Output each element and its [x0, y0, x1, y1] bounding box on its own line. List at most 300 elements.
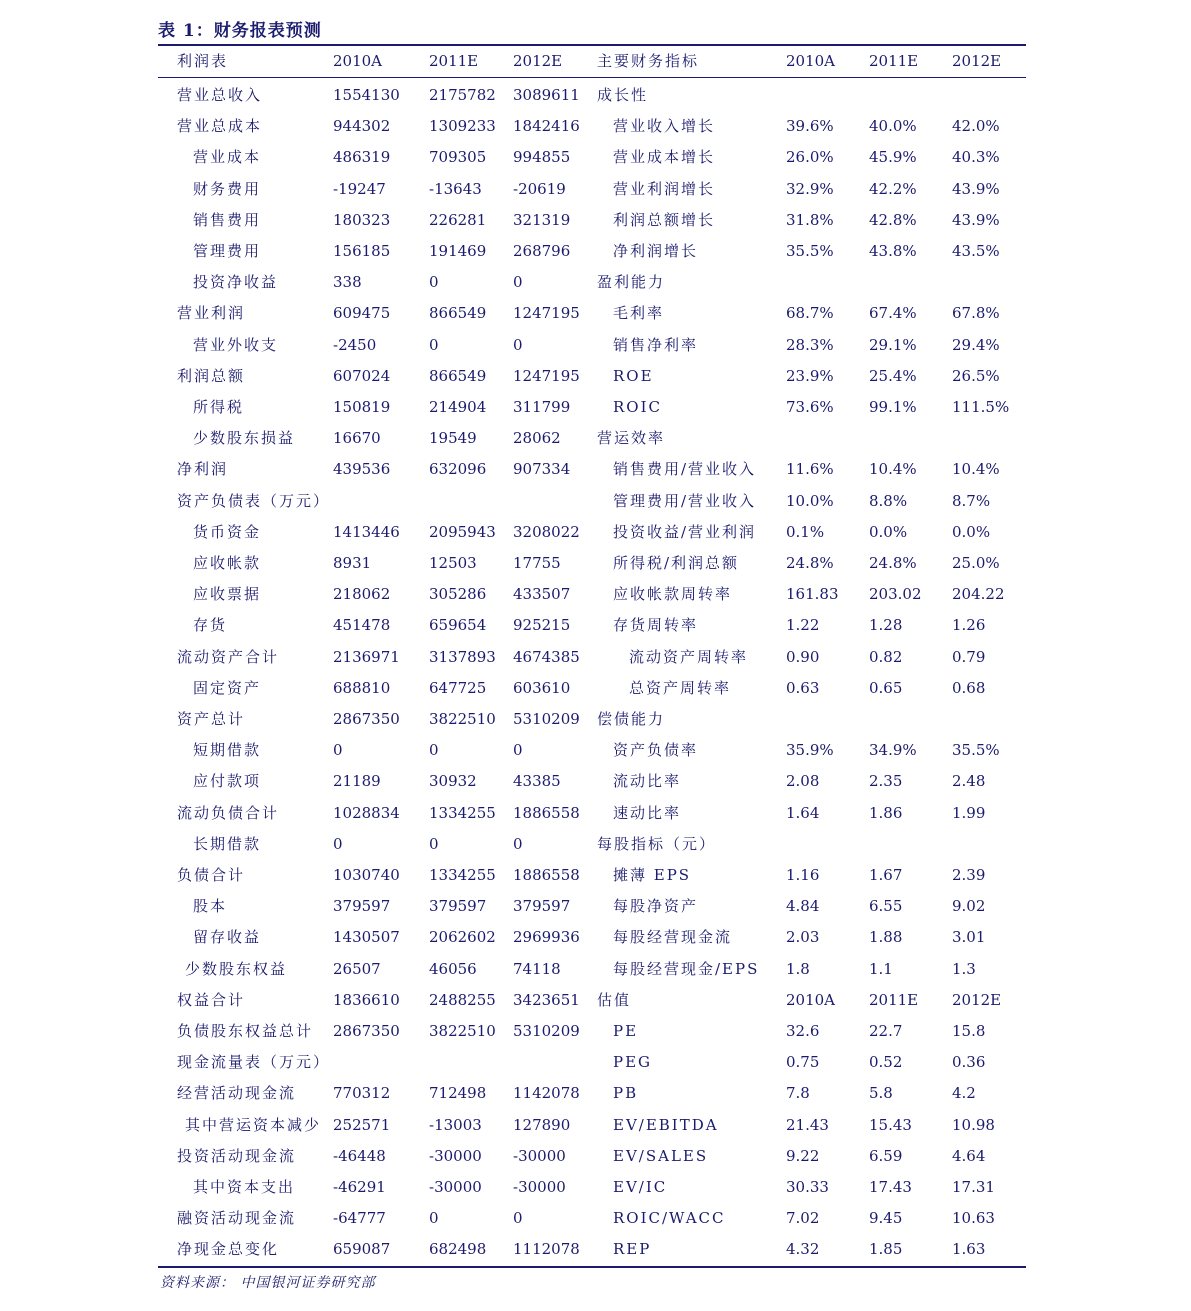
- left-row-value: -20619: [513, 179, 566, 198]
- table-row: [0, 766, 1191, 797]
- left-row-value: 1028834: [333, 803, 400, 822]
- left-row-value: 1413446: [333, 522, 400, 541]
- left-row-value: 12503: [429, 554, 477, 572]
- left-row-value: 609475: [333, 304, 391, 323]
- left-row-value: 3423651: [513, 990, 580, 1009]
- right-row-value: 17.43: [869, 1178, 912, 1196]
- right-row-value: 32.6: [786, 1022, 820, 1040]
- left-row-value: 2488255: [429, 990, 496, 1009]
- right-row-value: 10.4%: [869, 460, 917, 479]
- right-row-value: 4.2: [952, 1084, 976, 1103]
- left-row-value: 486319: [333, 148, 391, 167]
- right-row-value: 39.6%: [786, 117, 834, 136]
- header-right-2011e: 2011E: [869, 52, 919, 70]
- right-row-label: 每股经营现金流: [613, 928, 733, 947]
- right-row-value: 1.67: [869, 866, 903, 884]
- right-row-label: 管理费用/营业收入: [613, 491, 757, 510]
- right-row-label: 成长性: [597, 86, 649, 104]
- left-row-value: 2136971: [333, 647, 400, 666]
- left-row-label: 管理费用: [193, 242, 262, 260]
- right-row-value: 10.63: [952, 1209, 995, 1228]
- right-row-value: 15.8: [952, 1022, 986, 1040]
- left-row-value: 1886558: [513, 866, 580, 884]
- left-row-value: 659087: [333, 1240, 391, 1259]
- left-row-value: 379597: [513, 897, 571, 916]
- right-row-value: 9.22: [786, 1146, 820, 1165]
- left-row-value: 3089611: [513, 86, 580, 104]
- left-row-value: 439536: [333, 460, 391, 479]
- right-row-value: 42.0%: [952, 117, 1000, 136]
- left-row-value: 127890: [513, 1115, 571, 1134]
- right-row-label: EV/SALES: [613, 1146, 709, 1165]
- right-row-value: 2012E: [952, 990, 1002, 1009]
- table-row: [0, 486, 1191, 517]
- table-row: [0, 860, 1191, 891]
- left-row-value: 4674385: [513, 647, 580, 666]
- left-row-value: 150819: [333, 398, 391, 416]
- left-row-value: 2062602: [429, 928, 496, 947]
- right-row-label: PB: [613, 1084, 639, 1103]
- table-row: [0, 392, 1191, 423]
- right-row-value: 10.4%: [952, 460, 1000, 479]
- right-row-value: 0.75: [786, 1053, 820, 1072]
- right-row-label: 所得税/利润总额: [613, 554, 740, 572]
- right-row-label: 每股指标（元）: [597, 834, 717, 853]
- left-row-value: 451478: [333, 616, 391, 635]
- right-row-value: 42.8%: [869, 210, 917, 229]
- right-row-value: 43.9%: [952, 179, 1000, 198]
- left-row-value: 268796: [513, 242, 571, 260]
- right-row-value: 9.02: [952, 897, 986, 916]
- left-row-label: 资产负债表（万元）: [177, 491, 331, 510]
- table-row: [0, 142, 1191, 173]
- left-row-value: 338: [333, 273, 362, 292]
- header-left-2012e: 2012E: [513, 52, 563, 70]
- left-row-label: 少数股东损益: [193, 429, 296, 448]
- right-row-value: 17.31: [952, 1178, 995, 1196]
- table-row: [0, 1141, 1191, 1172]
- right-row-value: 1.3: [952, 959, 976, 978]
- left-row-value: 0: [513, 1209, 523, 1228]
- left-row-value: -13003: [429, 1115, 482, 1134]
- right-row-value: 6.55: [869, 897, 903, 916]
- header-left-label: 利润表: [177, 52, 229, 70]
- right-row-label: 销售费用/营业收入: [613, 460, 757, 479]
- right-row-label: 总资产周转率: [629, 678, 732, 697]
- right-row-value: 15.43: [869, 1115, 912, 1134]
- right-row-value: 0.0%: [869, 522, 908, 541]
- left-row-value: 770312: [333, 1084, 391, 1103]
- left-row-value: 26507: [333, 959, 381, 978]
- left-row-value: 0: [429, 335, 439, 354]
- right-row-label: 净利润增长: [613, 242, 699, 260]
- left-row-value: -30000: [513, 1178, 566, 1196]
- header-left-2010a: 2010A: [333, 52, 383, 70]
- left-row-value: 709305: [429, 148, 487, 167]
- table-row: [0, 1016, 1191, 1047]
- left-row-label: 应收帐款: [193, 554, 262, 572]
- left-row-value: 944302: [333, 117, 391, 136]
- table-row: [0, 610, 1191, 641]
- table-row: [0, 205, 1191, 236]
- left-row-label: 所得税: [193, 398, 245, 416]
- right-row-label: 摊薄 EPS: [613, 866, 692, 884]
- left-row-label: 货币资金: [193, 522, 262, 541]
- left-row-label: 应收票据: [193, 585, 262, 604]
- right-row-label: EV/EBITDA: [613, 1115, 719, 1134]
- right-row-value: 2.48: [952, 772, 986, 791]
- right-row-label: 盈利能力: [597, 273, 666, 292]
- right-row-value: 28.3%: [786, 335, 834, 354]
- table-row: [0, 735, 1191, 766]
- left-row-value: 46056: [429, 959, 477, 978]
- right-row-value: 26.0%: [786, 148, 834, 167]
- left-row-value: 1030740: [333, 866, 400, 884]
- bottom-rule: [158, 1266, 1026, 1268]
- right-row-value: 111.5%: [952, 398, 1010, 416]
- left-row-value: 866549: [429, 304, 487, 323]
- right-row-value: 34.9%: [869, 741, 917, 760]
- table-row: [0, 111, 1191, 142]
- left-row-value: 907334: [513, 460, 571, 479]
- left-row-label: 权益合计: [177, 990, 246, 1009]
- right-row-value: 0.82: [869, 647, 903, 666]
- table-row: [0, 798, 1191, 829]
- left-row-value: 659654: [429, 616, 487, 635]
- right-row-value: 0.0%: [952, 522, 991, 541]
- table-row: [0, 829, 1191, 860]
- left-row-label: 营业总收入: [177, 86, 263, 104]
- right-row-value: 1.63: [952, 1240, 986, 1259]
- left-row-value: 2969936: [513, 928, 580, 947]
- right-row-value: 45.9%: [869, 148, 917, 167]
- left-row-value: 2095943: [429, 522, 496, 541]
- header-left-2011e: 2011E: [429, 52, 479, 70]
- left-row-value: -30000: [429, 1178, 482, 1196]
- left-row-label: 股本: [193, 897, 228, 916]
- right-row-value: 3.01: [952, 928, 986, 947]
- right-row-value: 31.8%: [786, 210, 834, 229]
- right-row-label: 估值: [597, 990, 632, 1009]
- left-row-value: 156185: [333, 242, 391, 260]
- left-row-label: 长期借款: [193, 834, 262, 853]
- table-row: [0, 454, 1191, 485]
- left-row-value: 214904: [429, 398, 487, 416]
- left-row-value: 0: [513, 273, 523, 292]
- right-row-value: 2011E: [869, 990, 919, 1009]
- right-row-value: 0.1%: [786, 522, 825, 541]
- left-row-value: 28062: [513, 429, 561, 448]
- left-row-value: 305286: [429, 585, 487, 604]
- table-row: [0, 954, 1191, 985]
- left-row-value: 682498: [429, 1240, 487, 1259]
- left-row-value: 1112078: [513, 1240, 580, 1259]
- left-row-label: 流动负债合计: [177, 803, 280, 822]
- left-row-value: -30000: [429, 1146, 482, 1165]
- right-row-value: 1.86: [869, 803, 903, 822]
- right-row-label: 速动比率: [613, 803, 682, 822]
- left-row-value: 3822510: [429, 710, 496, 728]
- right-row-value: 24.8%: [786, 554, 834, 572]
- right-row-value: 1.64: [786, 803, 820, 822]
- left-row-value: 379597: [333, 897, 391, 916]
- table-row: [0, 236, 1191, 267]
- right-row-value: 21.43: [786, 1115, 829, 1134]
- left-row-value: 1309233: [429, 117, 496, 136]
- right-row-value: 26.5%: [952, 366, 1000, 385]
- left-row-value: 3137893: [429, 647, 496, 666]
- right-row-value: 42.2%: [869, 179, 917, 198]
- left-row-label: 其中营运资本减少: [185, 1115, 322, 1134]
- right-row-value: 40.0%: [869, 117, 917, 136]
- left-row-value: 218062: [333, 585, 391, 604]
- left-row-value: 21189: [333, 772, 381, 791]
- left-row-value: 1334255: [429, 803, 496, 822]
- right-row-label: 应收帐款周转率: [613, 585, 733, 604]
- right-row-value: 25.4%: [869, 366, 917, 385]
- right-row-value: 0.68: [952, 678, 986, 697]
- left-row-value: 2867350: [333, 710, 400, 728]
- right-row-label: 利润总额增长: [613, 210, 716, 229]
- table-row: [0, 891, 1191, 922]
- table-row: [0, 1110, 1191, 1141]
- header-right-2010a: 2010A: [786, 52, 836, 70]
- table-row: [0, 80, 1191, 111]
- right-row-value: 43.9%: [952, 210, 1000, 229]
- left-row-label: 其中资本支出: [193, 1178, 296, 1196]
- right-row-value: 4.32: [786, 1240, 820, 1259]
- right-row-value: 29.1%: [869, 335, 917, 354]
- right-row-label: PE: [613, 1022, 639, 1040]
- right-row-value: 1.26: [952, 616, 986, 635]
- right-row-value: 10.0%: [786, 491, 834, 510]
- right-row-value: 1.22: [786, 616, 820, 635]
- left-row-value: 688810: [333, 678, 391, 697]
- left-row-value: 5310209: [513, 1022, 580, 1040]
- left-row-label: 流动资产合计: [177, 647, 280, 666]
- left-row-value: 30932: [429, 772, 477, 791]
- right-row-value: 5.8: [869, 1084, 893, 1103]
- left-row-label: 营业外收支: [193, 335, 279, 354]
- right-row-label: 销售净利率: [613, 335, 699, 354]
- table-row: [0, 1234, 1191, 1265]
- left-row-value: 43385: [513, 772, 561, 791]
- right-row-value: 6.59: [869, 1146, 903, 1165]
- right-row-label: ROE: [613, 366, 654, 385]
- right-row-value: 4.64: [952, 1146, 986, 1165]
- right-row-value: 43.8%: [869, 242, 917, 260]
- right-row-label: 毛利率: [613, 304, 665, 323]
- table-row: [0, 1172, 1191, 1203]
- table-row: [0, 922, 1191, 953]
- right-row-value: 8.8%: [869, 491, 908, 510]
- right-row-value: 67.4%: [869, 304, 917, 323]
- right-row-label: PEG: [613, 1053, 653, 1072]
- right-row-value: 0.65: [869, 678, 903, 697]
- left-row-label: 财务费用: [193, 179, 262, 198]
- left-row-value: 180323: [333, 210, 391, 229]
- right-row-value: 40.3%: [952, 148, 1000, 167]
- left-row-value: 1886558: [513, 803, 580, 822]
- right-row-value: 23.9%: [786, 366, 834, 385]
- table-row: [0, 267, 1191, 298]
- table-row: [0, 517, 1191, 548]
- left-row-label: 少数股东权益: [185, 959, 288, 978]
- right-row-value: 2.39: [952, 866, 986, 884]
- right-row-value: 68.7%: [786, 304, 834, 323]
- table-row: [0, 1047, 1191, 1078]
- left-row-label: 现金流量表（万元）: [177, 1053, 331, 1072]
- right-row-label: ROIC/WACC: [613, 1209, 726, 1228]
- table-row: [0, 174, 1191, 205]
- right-row-value: 43.5%: [952, 242, 1000, 260]
- left-row-value: 379597: [429, 897, 487, 916]
- left-row-value: 647725: [429, 678, 487, 697]
- right-row-value: 35.5%: [952, 741, 1000, 760]
- right-row-label: 流动比率: [613, 772, 682, 791]
- table-row: [0, 579, 1191, 610]
- right-row-value: 7.8: [786, 1084, 810, 1103]
- left-row-value: 0: [429, 741, 439, 760]
- left-row-value: 0: [333, 834, 343, 853]
- right-row-value: 1.88: [869, 928, 903, 947]
- table-row: [0, 361, 1191, 392]
- right-row-value: 1.28: [869, 616, 903, 635]
- left-row-value: 226281: [429, 210, 487, 229]
- right-row-label: 营运效率: [597, 429, 666, 448]
- right-row-value: 2.03: [786, 928, 820, 947]
- right-row-value: 1.16: [786, 866, 820, 884]
- right-row-value: 7.02: [786, 1209, 820, 1228]
- right-row-value: 67.8%: [952, 304, 1000, 323]
- right-row-value: 2.08: [786, 772, 820, 791]
- left-row-value: 1247195: [513, 366, 580, 385]
- right-row-label: 每股经营现金/EPS: [613, 959, 760, 978]
- left-row-value: 866549: [429, 366, 487, 385]
- right-row-label: EV/IC: [613, 1178, 668, 1196]
- left-row-label: 固定资产: [193, 678, 262, 697]
- left-row-value: 607024: [333, 366, 391, 385]
- header-row: [0, 46, 1191, 77]
- right-row-value: 0.79: [952, 647, 986, 666]
- left-row-value: 8931: [333, 554, 372, 572]
- right-row-value: 204.22: [952, 585, 1005, 604]
- right-row-label: 存货周转率: [613, 616, 699, 635]
- left-row-value: 0: [429, 273, 439, 292]
- left-row-value: 0: [429, 1209, 439, 1228]
- left-row-value: 321319: [513, 210, 571, 229]
- left-row-label: 存货: [193, 616, 228, 635]
- right-row-label: 营业成本增长: [613, 148, 716, 167]
- table-row: [0, 1203, 1191, 1234]
- left-row-label: 留存收益: [193, 928, 262, 947]
- left-row-value: -64777: [333, 1209, 386, 1228]
- left-row-value: 1430507: [333, 928, 400, 947]
- left-row-label: 短期借款: [193, 741, 262, 760]
- left-row-value: 0: [513, 335, 523, 354]
- left-row-label: 营业总成本: [177, 117, 263, 136]
- table-row: [0, 704, 1191, 735]
- right-row-value: 0.90: [786, 647, 820, 666]
- left-row-value: 1247195: [513, 304, 580, 323]
- right-row-label: 偿债能力: [597, 710, 666, 728]
- right-row-label: ROIC: [613, 398, 662, 416]
- left-row-label: 销售费用: [193, 210, 262, 229]
- table-row: [0, 673, 1191, 704]
- left-row-value: 2867350: [333, 1022, 400, 1040]
- left-row-value: 3208022: [513, 522, 580, 541]
- right-row-value: 161.83: [786, 585, 839, 604]
- left-row-value: 19549: [429, 429, 477, 448]
- left-row-value: 1842416: [513, 117, 580, 136]
- table-row: [0, 1078, 1191, 1109]
- left-row-label: 应付款项: [193, 772, 262, 791]
- right-row-value: 2010A: [786, 990, 836, 1009]
- table-row: [0, 330, 1191, 361]
- right-row-value: 0.52: [869, 1053, 903, 1072]
- left-row-value: 0: [429, 834, 439, 853]
- header-rule: [158, 77, 1026, 78]
- left-row-label: 负债股东权益总计: [177, 1022, 314, 1040]
- right-row-value: 22.7: [869, 1022, 903, 1040]
- right-row-value: 1.8: [786, 959, 810, 978]
- right-row-value: 1.99: [952, 803, 986, 822]
- left-row-label: 投资净收益: [193, 273, 279, 292]
- right-row-value: 29.4%: [952, 335, 1000, 354]
- left-row-value: 191469: [429, 242, 487, 260]
- left-row-value: 0: [513, 834, 523, 853]
- left-row-label: 营业利润: [177, 304, 246, 323]
- left-row-value: 433507: [513, 585, 571, 604]
- table-row: [0, 985, 1191, 1016]
- right-row-value: 0.36: [952, 1053, 986, 1072]
- left-row-value: -2450: [333, 335, 377, 354]
- left-row-value: 74118: [513, 959, 561, 978]
- left-row-value: 2175782: [429, 86, 496, 104]
- left-row-value: 1836610: [333, 990, 400, 1009]
- left-row-value: 17755: [513, 554, 561, 572]
- table-title: 表 1：财务报表预测: [158, 21, 322, 41]
- right-row-label: 营业收入增长: [613, 117, 716, 136]
- table-row: [0, 298, 1191, 329]
- table-row: [0, 642, 1191, 673]
- right-row-label: 投资收益/营业利润: [613, 522, 757, 541]
- left-row-value: 5310209: [513, 710, 580, 728]
- right-row-value: 35.5%: [786, 242, 834, 260]
- left-row-value: 994855: [513, 148, 571, 167]
- header-right-2012e: 2012E: [952, 52, 1002, 70]
- left-row-label: 利润总额: [177, 366, 246, 385]
- left-row-value: 16670: [333, 429, 381, 448]
- right-row-value: 10.98: [952, 1115, 995, 1134]
- right-row-value: 9.45: [869, 1209, 903, 1228]
- right-row-value: 203.02: [869, 585, 922, 604]
- header-right-label: 主要财务指标: [597, 52, 700, 70]
- right-row-value: 30.33: [786, 1178, 829, 1196]
- left-row-label: 融资活动现金流: [177, 1209, 297, 1228]
- left-row-value: 1142078: [513, 1084, 580, 1103]
- left-row-value: 252571: [333, 1115, 391, 1134]
- left-row-label: 投资活动现金流: [177, 1146, 297, 1165]
- right-row-value: 99.1%: [869, 398, 917, 416]
- right-row-value: 1.1: [869, 959, 893, 978]
- left-row-value: -30000: [513, 1146, 566, 1165]
- right-row-label: 营业利润增长: [613, 179, 716, 198]
- right-row-value: 2.35: [869, 772, 903, 791]
- right-row-value: 24.8%: [869, 554, 917, 572]
- right-row-label: 每股净资产: [613, 897, 699, 916]
- right-row-label: REP: [613, 1240, 652, 1259]
